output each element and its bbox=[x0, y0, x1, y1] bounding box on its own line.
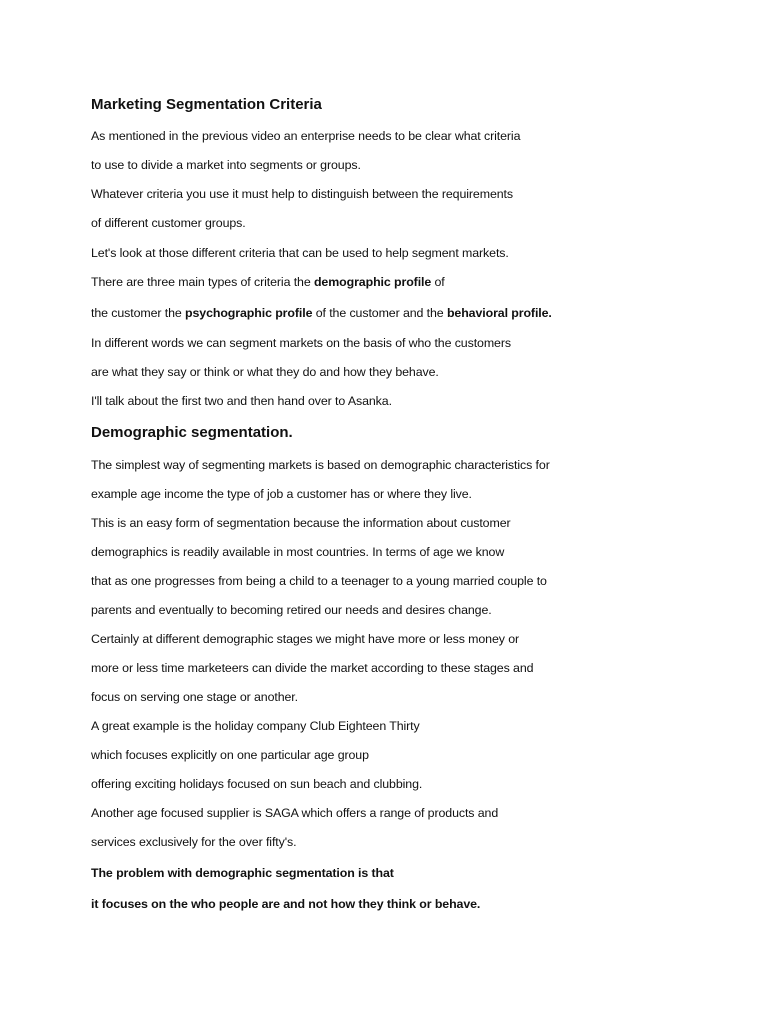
paragraph-line: which focuses explicitly on one particular age group bbox=[91, 748, 369, 762]
paragraph-line: A great example is the holiday company Club Eighteen Thirty bbox=[91, 719, 420, 733]
text-span: the customer the bbox=[91, 306, 186, 320]
text-span: of bbox=[431, 275, 445, 289]
paragraph-line: Whatever criteria you use it must help to distinguish between the requirements bbox=[91, 187, 513, 201]
paragraph-line: that as one progresses from being a child to a teenager to a young married couple to bbox=[91, 574, 547, 588]
text-span: of the customer and the bbox=[312, 306, 447, 320]
psychographic-profile-term: psychographic profile bbox=[185, 306, 313, 320]
criteria-line-1 bbox=[91, 274, 445, 290]
paragraph-line: Let's look at those different criteria that can be used to help segment markets. bbox=[91, 246, 509, 260]
paragraph-line: I'll talk about the first two and then hand over to Asanka. bbox=[91, 394, 392, 408]
paragraph-line: This is an easy form of segmentation because the information about customer bbox=[91, 516, 511, 530]
paragraph-line: to use to divide a market into segments or groups. bbox=[91, 158, 361, 172]
paragraph-line: are what they say or think or what they do and how they behave. bbox=[91, 365, 439, 379]
paragraph-line: parents and eventually to becoming retired our needs and desires change. bbox=[91, 603, 492, 617]
paragraph-line: demographics is readily available in most countries. In terms of age we know bbox=[91, 545, 505, 559]
paragraph-line: example age income the type of job a customer has or where they live. bbox=[91, 487, 472, 501]
page-title: Marketing Segmentation Criteria bbox=[91, 96, 322, 113]
paragraph-line: Another age focused supplier is SAGA which offers a range of products and bbox=[91, 806, 499, 820]
paragraph-line: of different customer groups. bbox=[91, 216, 246, 230]
paragraph-line: more or less time marketeers can divide the market according to these stages and bbox=[91, 661, 534, 675]
paragraph-line: The simplest way of segmenting markets is based on demographic characteristics for bbox=[91, 458, 550, 472]
demographic-profile-term: demographic profile bbox=[313, 275, 432, 289]
behavioral-profile-term: behavioral profile. bbox=[446, 306, 552, 320]
conclusion-line: it focuses on the who people are and not how they think or behave. bbox=[91, 897, 481, 911]
paragraph-line: focus on serving one stage or another. bbox=[91, 690, 298, 704]
criteria-line-2 bbox=[91, 305, 552, 321]
paragraph-line: Certainly at different demographic stages we might have more or less money or bbox=[91, 632, 520, 646]
paragraph-line: As mentioned in the previous video an enterprise needs to be clear what criteria bbox=[91, 129, 521, 143]
paragraph-line: services exclusively for the over fifty's. bbox=[91, 835, 297, 849]
text-span: There are three main types of criteria the bbox=[91, 275, 314, 289]
section-heading: Demographic segmentation. bbox=[91, 424, 293, 441]
paragraph-line: offering exciting holidays focused on sun beach and clubbing. bbox=[91, 777, 423, 791]
conclusion-line: The problem with demographic segmentation is that bbox=[91, 866, 394, 880]
paragraph-line: In different words we can segment markets on the basis of who the customers bbox=[91, 336, 511, 350]
